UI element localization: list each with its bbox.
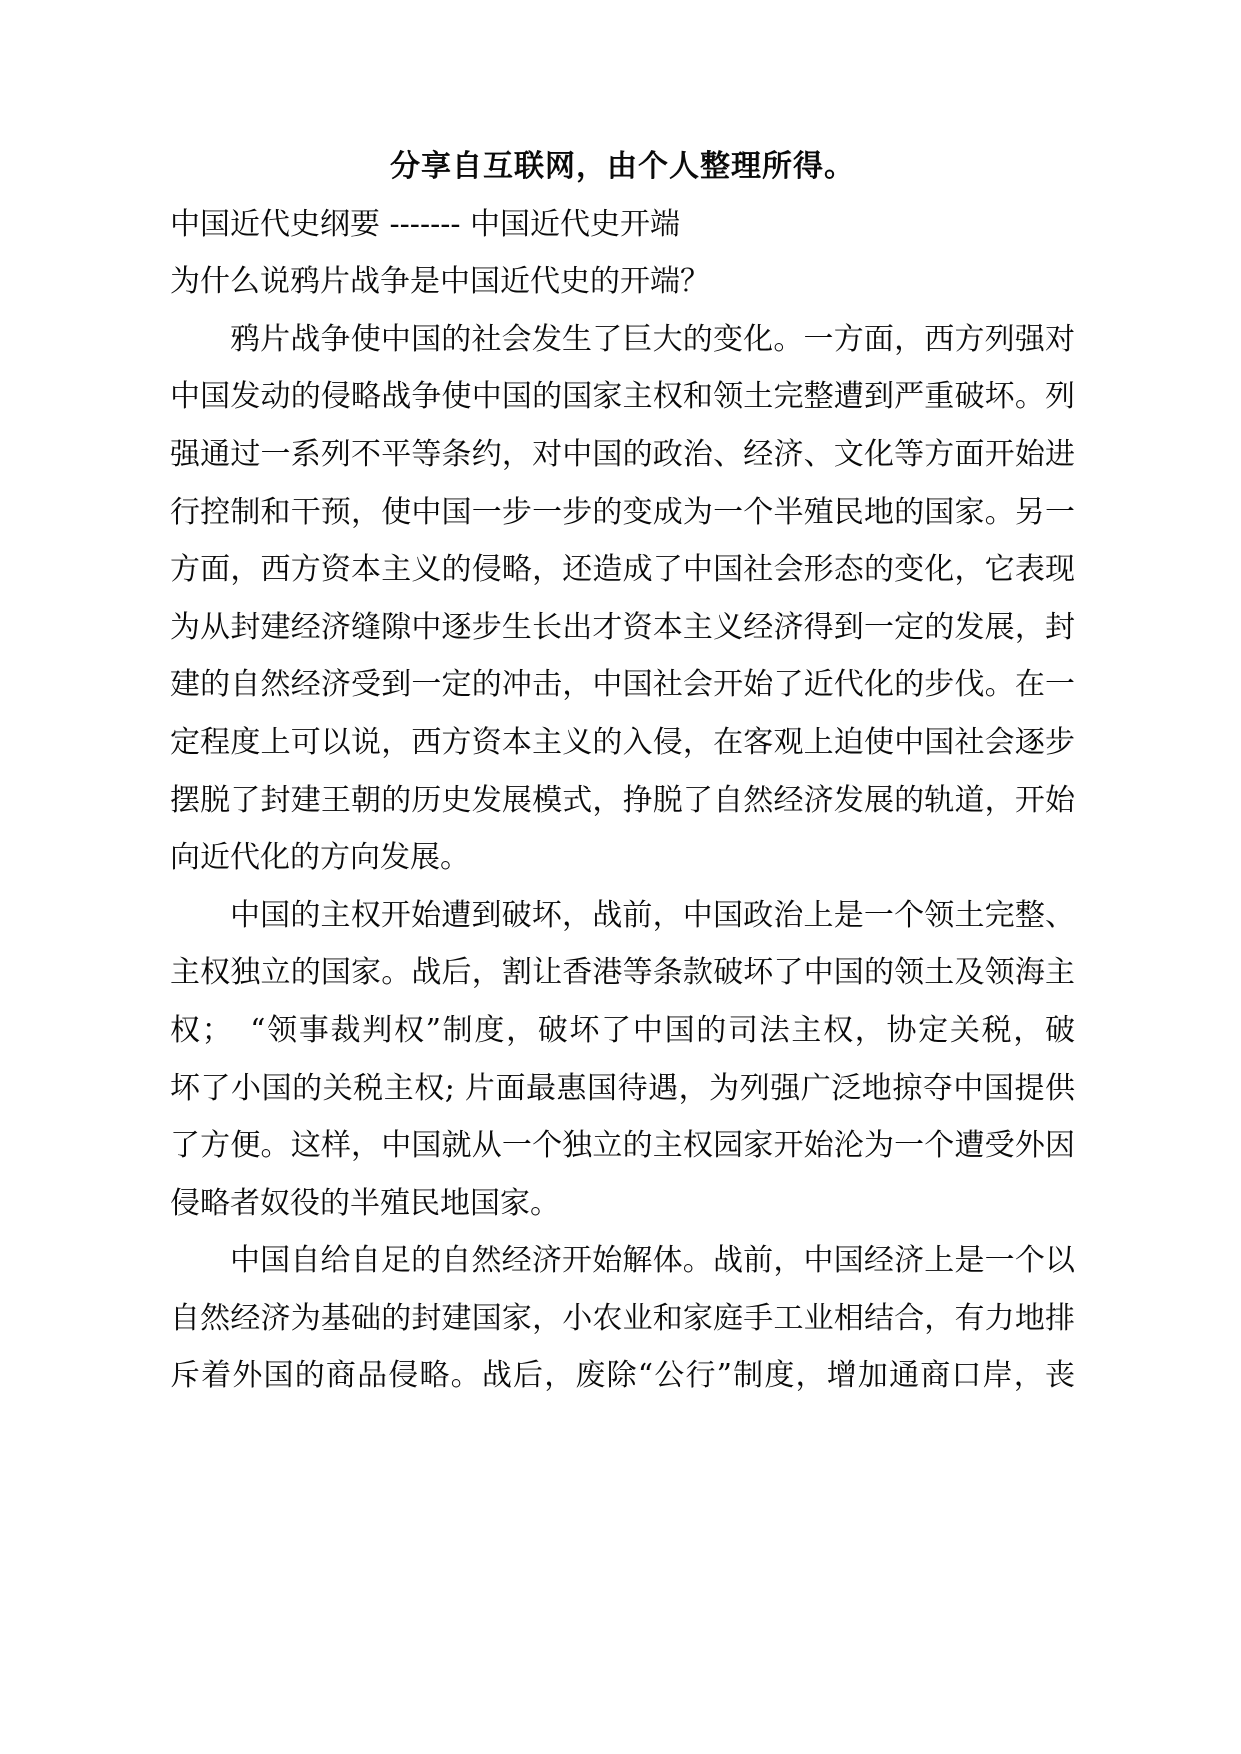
paragraph-line: 坏了小国的关税主权; 片面最惠国待遇，为列强广泛地掠夺中国提供 (170, 1070, 1075, 1106)
paragraph-line: 中国的主权开始遭到破坏，战前，中国政治上是一个领土完整、 (230, 897, 1075, 933)
paragraph-line: 定程度上可以说，西方资本主义的入侵，在客观上迫使中国社会逐步 (170, 724, 1075, 760)
question-line: 为什么说鸦片战争是中国近代史的开端？ (170, 264, 710, 300)
paragraph-line: 自然经济为基础的封建国家，小农业和家庭手工业相结合，有力地排 (170, 1300, 1075, 1336)
paragraph-line: 斥着外国的商品侵略。战后，废除“公行”制度，增加通商口岸，丧 (170, 1358, 1075, 1394)
paragraph-line: 鸦片战争使中国的社会发生了巨大的变化。一方面，西方列强对 (230, 321, 1075, 357)
paragraph-line: 行控制和干预，使中国一步一步的变成为一个半殖民地的国家。另一 (170, 494, 1075, 530)
paragraph-line: 中国自给自足的自然经济开始解体。战前，中国经济上是一个以 (230, 1243, 1075, 1279)
paragraph-line: 强通过一系列不平等条约，对中国的政治、经济、文化等方面开始进 (170, 436, 1075, 472)
paragraph-line: 为从封建经济缝隙中逐步生长出才资本主义经济得到一定的发展，封 (170, 609, 1075, 645)
paragraph-line: 中国发动的侵略战争使中国的国家主权和领土完整遭到严重破坏。列 (170, 379, 1075, 415)
paragraph-line: 向近代化的方向发展。 (170, 840, 470, 876)
paragraph-1 (170, 311, 1075, 887)
paragraph-3 (170, 1232, 1075, 1405)
paragraph-line: 方面，西方资本主义的侵略，还造成了中国社会形态的变化，它表现 (170, 552, 1075, 588)
paragraph-line: 权； “领事裁判权”制度，破坏了中国的司法主权，协定关税，破 (170, 1012, 1075, 1048)
paragraph-line: 摆脱了封建王朝的历史发展模式，挣脱了自然经济发展的轨道，开始 (170, 782, 1075, 818)
paragraph-line: 侵略者奴役的半殖民地国家。 (170, 1185, 560, 1221)
paragraph-2 (170, 887, 1075, 1233)
subject-line: 中国近代史纲要 ------- 中国近代史开端 (170, 206, 681, 242)
paragraph-line: 了方便。这样，中国就从一个独立的主权园家开始沦为一个遭受外因 (170, 1128, 1075, 1164)
document-title: 分享自互联网，由个人整理所得。 (390, 149, 855, 184)
paragraph-line: 建的自然经济受到一定的冲击，中国社会开始了近代化的步伐。在一 (170, 667, 1075, 703)
paragraph-line: 主权独立的国家。战后，割让香港等条款破坏了中国的领土及领海主 (170, 955, 1075, 991)
